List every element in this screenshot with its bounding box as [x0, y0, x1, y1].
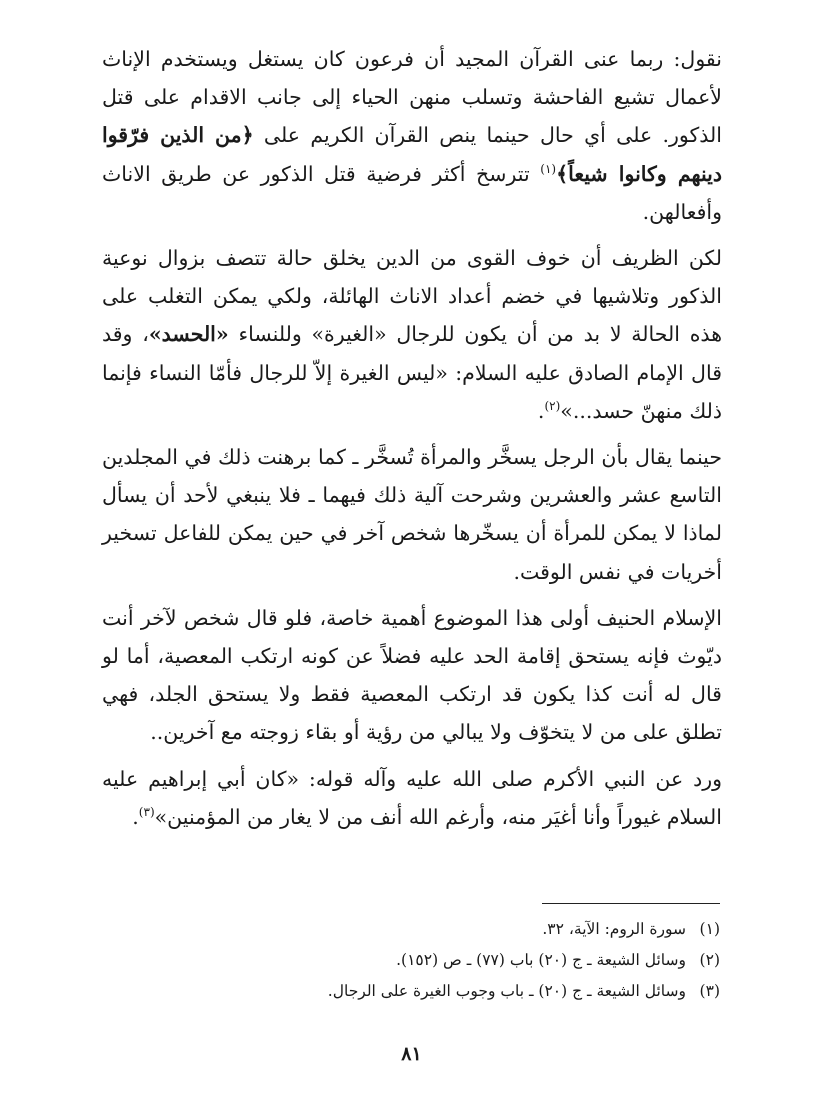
- footnote-ref-2: (٢): [544, 398, 561, 413]
- paragraph-2: [102, 239, 722, 430]
- paragraph-text: تترسخ أكثر فرضية قتل الذكور عن طريق الاناث وأفعالهن.: [102, 161, 722, 224]
- footnote-2: [320, 945, 720, 976]
- paragraph-4: الإسلام الحنيف أولى هذا الموضوع أهمية خاصة، فلو قال شخص لآخر أنت ديّوث فإنه يستحق إقامة الحد عليه فضلاً عن كونه ارتكب المعصية، أما لو قال له أنت كذا يكون قد ارتكب المعصية فقط ولا يستحق الجلد، فهي تطلق على من لا يتخوّف ولا يبالي من رؤية أو بقاء زوجته مع آخرين..: [102, 605, 722, 745]
- footnote-ref-3: (٣): [138, 804, 155, 819]
- paragraph-5: [102, 760, 722, 836]
- paragraph-text: ، وقد قال الإمام الصادق عليه السلام: «ليس الغيرة إلاّ للرجال فأمّا النساء فإنما ذلك منهنّ حسد...»: [102, 322, 722, 423]
- paragraph-3: حينما يقال بأن الرجل يسخَّر والمرأة تُسخَّر ـ كما برهنت ذلك في المجلدين التاسع عشر والعشرين وشرحت آلية ذلك فيهما ـ فلا ينبغي لأحد أن يسأل لماذا لا يمكن للمرأة أن يسخّرها شخص آخر في حين يمكن للفاعل تسخير أخريات في نفس الوقت.: [102, 445, 722, 584]
- footnotes: [320, 914, 720, 1007]
- paragraph-text: .: [537, 398, 545, 423]
- main-text: [102, 40, 722, 844]
- footnote-number: (٣): [699, 982, 720, 1000]
- footnote-divider: [542, 903, 720, 904]
- footnote-text: سورة الروم: الآية، ٣٢.: [542, 920, 686, 938]
- footnote-text: وسائل الشيعة ـ ج (٢٠) باب (٧٧) ـ ص (١٥٢).: [396, 951, 686, 969]
- paragraph-1: [102, 40, 722, 231]
- footnote-3: [320, 976, 720, 1007]
- footnote-1: [320, 914, 720, 945]
- page-number: ٨١: [401, 1043, 422, 1065]
- quran-quote: ﴿من الذين فرّقوا دينهم وكانوا شيعاً﴾: [102, 123, 722, 186]
- paragraph-text: نقول: ربما عنى القرآن المجيد أن فرعون كان يستغل ويستخدم الإناث لأعمال تشيع الفاحشة وتسلب منهن الحياء إلى جانب الاقدام على قتل الذكور. على أي حال حينما ينص القرآن الكريم على: [102, 47, 722, 148]
- bold-term: «الحسد»: [148, 322, 229, 347]
- paragraph-text: لكن الظريف أن خوف القوى من الدين يخلق حالة تتصف بزوال نوعية الذكور وتلاشيها في خضم أعداد الاناث الهائلة، ولكي يمكن التغلب على هذه الحالة لا بد من أن يكون للرجال «الغيرة» وللنساء: [102, 246, 723, 347]
- footnote-text: وسائل الشيعة ـ ج (٢٠) ـ باب وجوب الغيرة على الرجال.: [327, 982, 686, 1000]
- footnote-ref-1: (١): [540, 161, 557, 176]
- footnote-number: (٢): [699, 951, 720, 969]
- paragraph-text: ورد عن النبي الأكرم صلى الله عليه وآله قوله: «كان أبي إبراهيم عليه السلام غيوراً وأنا أغيَر منه، وأرغم الله أنف من لا يغار من المؤمنين»: [102, 766, 722, 829]
- paragraph-text: .: [132, 804, 139, 829]
- footnote-number: (١): [699, 920, 720, 938]
